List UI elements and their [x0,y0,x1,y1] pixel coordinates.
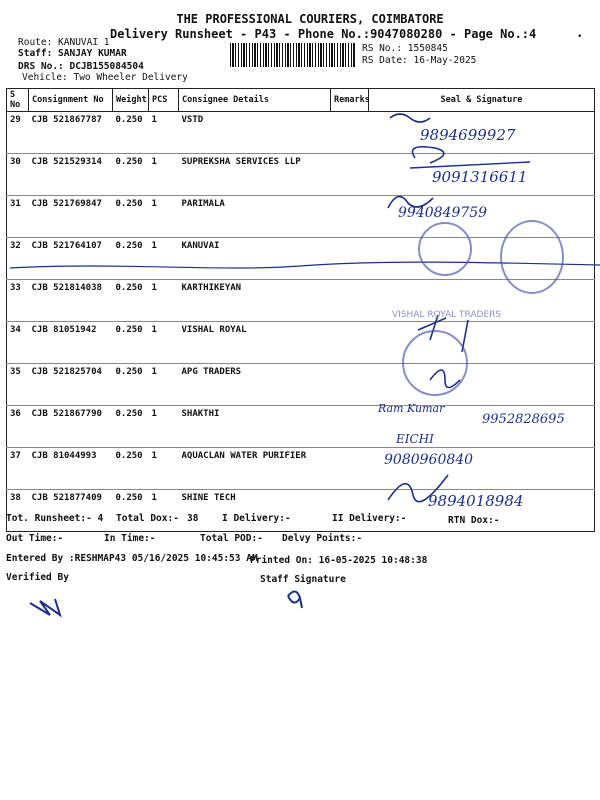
printed-on: Printed On: 16-05-2025 10:48:38 [250,555,428,566]
row-sno: 30 [7,154,29,196]
row-pcs: 1 [149,112,179,154]
row-consignee: VSTD [179,112,331,154]
route-label: Route: KANUVAI 1 [18,37,110,48]
row-weight: 0.250 [113,448,149,490]
row-consignee: KANUVAI [179,238,331,280]
col-pcs: PCS [149,89,179,112]
row-sno: 33 [7,280,29,322]
row-pcs: 1 [149,238,179,280]
row-consignee: SHAKTHI [179,406,331,448]
row-weight: 0.250 [113,406,149,448]
row-sno: 36 [7,406,29,448]
row-sno: 34 [7,322,29,364]
rs-number: RS No.: 1550845 [362,43,448,54]
row-consignment: CJB 521877409 [29,490,113,532]
row-consignee: SUPREKSHA SERVICES LLP [179,154,331,196]
i-delivery: I Delivery:- [222,513,291,524]
seal-stamp [500,220,564,294]
vehicle-label: Vehicle: Two Wheeler Delivery [22,72,188,83]
handwritten-phone: 9894018984 [428,492,524,510]
row-consignee: AQUACLAN WATER PURIFIER [179,448,331,490]
total-pod: Total POD:- [200,533,263,544]
row-consignee: APG TRADERS [179,364,331,406]
row-pcs: 1 [149,196,179,238]
staff-label: Staff: SANJAY KUMAR [18,48,127,59]
handwritten-name: Ram Kumar [378,402,445,415]
col-seal: Seal & Signature [369,89,595,112]
entered-by: Entered By :RESHMAP43 05/16/2025 10:45:53 AM [6,553,258,564]
row-sno: 29 [7,112,29,154]
row-consignee: SHINE TECH [179,490,331,532]
row-pcs: 1 [149,448,179,490]
signature-stroke [390,114,430,122]
row-consignee: KARTHIKEYAN [179,280,331,322]
staff-signature-label: Staff Signature [260,574,346,585]
row-weight: 0.250 [113,154,149,196]
row-weight: 0.250 [113,238,149,280]
delivery-points: Delvy Points:- [282,533,363,544]
verifier-signature [30,599,60,615]
ii-delivery: II Delivery:- [332,513,407,524]
row-weight: 0.250 [113,112,149,154]
row-consignee: VISHAL ROYAL [179,322,331,364]
drs-number: DRS No.: DCJB155084504 [18,61,144,72]
row-weight: 0.250 [113,196,149,238]
row-weight: 0.250 [113,322,149,364]
row-pcs: 1 [149,364,179,406]
rtn-dox: RTN Dox:- [448,515,500,526]
row-consignment: CJB 521764107 [29,238,113,280]
handwritten-phone: 9940849759 [398,205,488,221]
row-pcs: 1 [149,406,179,448]
total-dox-value: 38 [187,513,199,524]
row-sno: 35 [7,364,29,406]
col-remarks: Remarks [331,89,369,112]
total-dox-label: Total Dox:- [116,513,179,524]
row-consignment: CJB 81051942 [29,322,113,364]
row-sno: 37 [7,448,29,490]
row-pcs: 1 [149,280,179,322]
row-pcs: 1 [149,154,179,196]
signature-stroke [413,147,444,163]
out-time: Out Time:- [6,533,64,544]
corner-mark: • [577,32,583,42]
stamp-text: VISHAL ROYAL TRADERS [392,310,502,320]
runsheet-title: Delivery Runsheet - P43 - Phone No.:9047080280 - Page No.:4 [110,27,537,41]
row-weight: 0.250 [113,490,149,532]
staff-signature-mark [288,591,302,608]
company-name: THE PROFESSIONAL COURIERS, COIMBATORE [176,12,444,26]
handwritten-name: EICHI [396,432,434,446]
row-consignment: CJB 521867787 [29,112,113,154]
row-consignment: CJB 81044993 [29,448,113,490]
row-weight: 0.250 [113,280,149,322]
row-pcs: 1 [149,490,179,532]
row-consignment: CJB 521814038 [29,280,113,322]
row-weight: 0.250 [113,364,149,406]
row-consignment: CJB 521867790 [29,406,113,448]
row-pcs: 1 [149,322,179,364]
rs-date: RS Date: 16-May-2025 [362,55,477,66]
row-consignment: CJB 521529314 [29,154,113,196]
col-sno: S No [7,89,29,112]
total-runsheet: Tot. Runsheet:- 4 [6,513,104,524]
seal-stamp [418,222,472,276]
in-time: In Time:- [104,533,156,544]
handwritten-phone: 9894699927 [420,126,516,144]
row-sno: 38 [7,490,29,532]
row-sno: 32 [7,238,29,280]
row-sno: 31 [7,196,29,238]
col-weight: Weight [113,89,149,112]
verified-by: Verified By [6,572,69,583]
handwritten-phone: 9952828695 [482,412,565,427]
row-consignment: CJB 521825704 [29,364,113,406]
col-consignment: Consignment No [29,89,113,112]
handwritten-phone: 9091316611 [432,168,528,186]
seal-stamp [402,330,468,396]
row-consignment: CJB 521769847 [29,196,113,238]
row-consignee: PARIMALA [179,196,331,238]
col-consignee: Consignee Details [179,89,331,112]
handwritten-phone: 9080960840 [384,452,474,468]
